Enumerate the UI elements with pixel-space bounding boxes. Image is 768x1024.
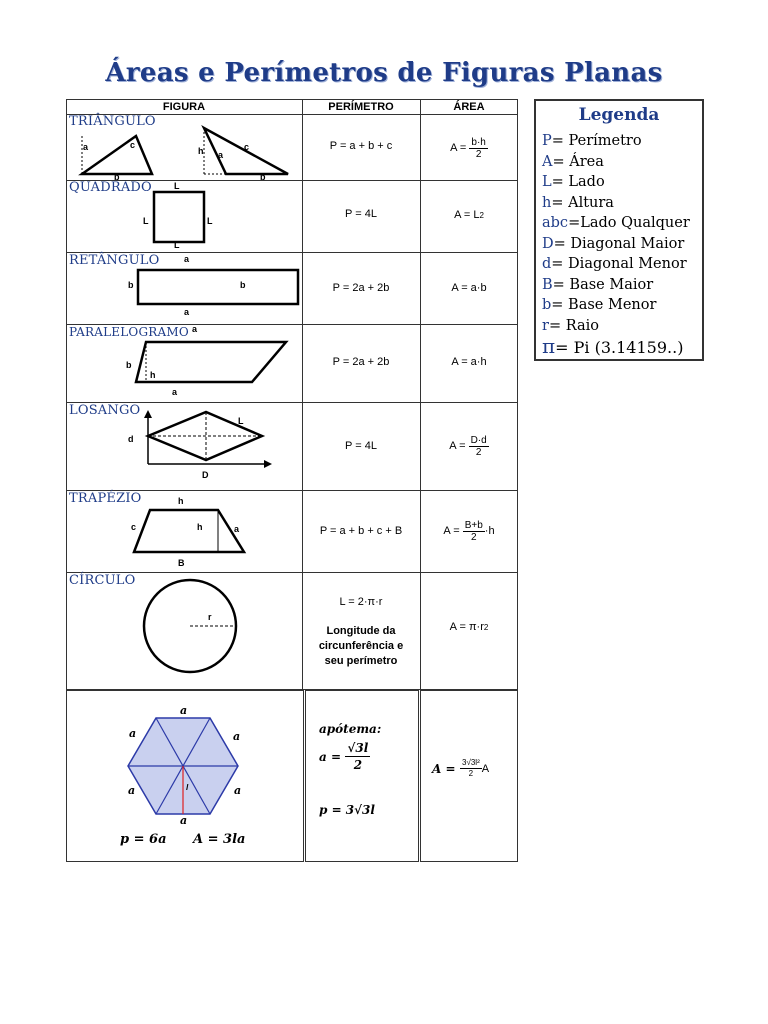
fraction-numerator: b·h bbox=[471, 136, 486, 148]
legend-text: =Lado Qualquer bbox=[568, 215, 690, 231]
perimeter-circulo: L = 2·π·r bbox=[339, 596, 383, 608]
legend-item bbox=[542, 172, 605, 192]
legend-key: h bbox=[542, 194, 552, 211]
circle-drawing bbox=[66, 572, 302, 690]
fraction-denominator: 2 bbox=[468, 769, 474, 778]
hexagon-perimeter-box bbox=[305, 690, 419, 862]
legend-text: = Raio bbox=[548, 317, 599, 334]
figure-name-triangulo: TRIÂNGULO bbox=[69, 114, 156, 129]
legend-text: = Lado bbox=[551, 174, 605, 190]
legend-item bbox=[542, 254, 687, 274]
legend-text: = Base Menor bbox=[551, 297, 657, 313]
area-prefix: A = bbox=[443, 525, 460, 537]
area-fraction bbox=[463, 520, 485, 543]
perimeter-triangulo: P = a + b + c bbox=[329, 140, 393, 152]
trapezoid-label-h: h bbox=[178, 496, 184, 506]
fraction-numerator: D·d bbox=[470, 434, 487, 446]
parallelogram-label-h: h bbox=[150, 370, 156, 380]
legend-item bbox=[542, 295, 656, 315]
legend-key: L bbox=[542, 174, 552, 190]
parallelogram-label-bottom: a bbox=[172, 387, 178, 397]
rectangle-label-top: a bbox=[184, 254, 190, 264]
figure-name-losango: LOSANGO bbox=[69, 403, 141, 418]
legend-item bbox=[542, 316, 599, 336]
hex-label-top: a bbox=[180, 704, 188, 717]
legend-key: abc bbox=[542, 215, 569, 231]
fraction-numerator: √3l bbox=[347, 741, 369, 755]
triangle-drawing bbox=[66, 114, 302, 180]
legend-key: π bbox=[542, 334, 556, 358]
rhombus-label-L: L bbox=[238, 416, 244, 426]
legend-key: A bbox=[542, 153, 553, 170]
legend-key: P bbox=[542, 133, 552, 149]
area-suffix: A bbox=[481, 762, 490, 775]
triangle-right-shape bbox=[82, 136, 152, 174]
perimeter-paralelogramo: P = 2a + 2b bbox=[332, 356, 390, 368]
figure-name-retangulo: RETÂNGULO bbox=[69, 253, 160, 268]
figure-name-trapezio: TRAPÉZIO bbox=[69, 491, 142, 506]
rectangle-label-bottom: a bbox=[184, 307, 190, 317]
perimeter-retangulo: P = 2a + 2b bbox=[332, 282, 390, 294]
parallelogram-label-b: b bbox=[126, 360, 132, 370]
header-area: ÁREA bbox=[453, 101, 485, 113]
fraction-denominator: 2 bbox=[475, 446, 482, 458]
area-prefix: A = bbox=[450, 142, 467, 154]
fraction-numerator: 3√3l² bbox=[462, 758, 480, 767]
parallelogram-drawing bbox=[66, 324, 302, 402]
rhombus-label-D: D bbox=[202, 470, 209, 480]
perimeter-quadrado: P = 4L bbox=[345, 208, 377, 220]
triangle-label-b: b bbox=[114, 172, 120, 182]
area-losango bbox=[420, 430, 518, 462]
hex-perimeter-formula-alt: p = 3√3l bbox=[319, 803, 375, 817]
legend-item bbox=[542, 152, 604, 172]
legend-item bbox=[542, 213, 690, 233]
figure-name-circulo: CÍRCULO bbox=[69, 573, 136, 588]
legend-item bbox=[542, 336, 683, 358]
legend-key: r bbox=[542, 317, 549, 334]
arrow-head bbox=[144, 410, 152, 418]
area-trapezio bbox=[420, 515, 518, 547]
area-exponent: 2 bbox=[479, 210, 484, 220]
apotema-lhs: a = bbox=[319, 749, 342, 764]
perimeter-note-circulo: Longitude da circunferência e seu perímetro bbox=[318, 625, 404, 667]
legend-key: D bbox=[542, 235, 554, 252]
perimeter-losango: P = 4L bbox=[345, 440, 377, 452]
parallelogram-label-top: a bbox=[192, 324, 198, 334]
fraction-denominator: 2 bbox=[470, 531, 477, 543]
triangle2-label-b: b bbox=[260, 172, 266, 182]
rectangle-label-right: b bbox=[240, 280, 246, 290]
square-label-right: L bbox=[207, 216, 213, 226]
legend-item bbox=[542, 234, 684, 254]
area-prefix: A = bbox=[449, 440, 466, 452]
legend-box bbox=[534, 99, 704, 361]
square-label-top: L bbox=[174, 181, 180, 191]
legend-text: = Diagonal Menor bbox=[551, 256, 687, 272]
triangle-label-h: h bbox=[198, 146, 204, 156]
rectangle-shape bbox=[138, 270, 298, 304]
hex-label-bottom: a bbox=[180, 814, 188, 827]
perimeter-trapezio: P = a + b + c + B bbox=[319, 525, 403, 537]
rhombus-label-d: d bbox=[128, 434, 134, 444]
hex-label-lower-right: a bbox=[234, 784, 242, 797]
rectangle-label-left: b bbox=[128, 280, 134, 290]
legend-item bbox=[542, 193, 614, 213]
legend-text: = Base Maior bbox=[552, 276, 654, 293]
area-triangulo bbox=[420, 132, 518, 164]
apotema-label: apótema: bbox=[319, 722, 382, 736]
figure-name-paralelogramo: PARALELOGRAMO bbox=[69, 325, 189, 339]
trapezoid-label-c: c bbox=[131, 522, 137, 532]
hex-perimeter-formula: p = 6a bbox=[120, 832, 167, 847]
square-drawing bbox=[66, 180, 302, 252]
area-fraction bbox=[469, 137, 487, 160]
hex-label-l: l bbox=[186, 783, 189, 792]
area-fraction bbox=[469, 435, 489, 458]
page-title: Áreas e Perímetros de Figuras Planas bbox=[105, 58, 663, 88]
area-text: A = π·r bbox=[449, 621, 484, 633]
triangle-label-a: a bbox=[83, 142, 89, 152]
apotema-fraction bbox=[345, 740, 370, 773]
hex-label-upper-right: a bbox=[233, 730, 241, 743]
fraction-denominator: 2 bbox=[475, 148, 482, 160]
trapezoid-label-a: a bbox=[234, 524, 240, 534]
area-paralelogramo: A = a·h bbox=[451, 356, 487, 368]
area-exponent: 2 bbox=[483, 622, 489, 632]
fraction-numerator: B+b bbox=[464, 519, 483, 531]
circle-label-r: r bbox=[208, 612, 212, 622]
area-circulo bbox=[420, 616, 518, 638]
apotema-formula bbox=[319, 740, 370, 773]
rhombus-drawing bbox=[66, 402, 302, 490]
legend-key: B bbox=[542, 276, 553, 293]
legend-key: b bbox=[542, 297, 552, 313]
hex-label-lower-left: a bbox=[128, 784, 136, 797]
area-lhs: A = bbox=[432, 761, 456, 776]
trapezoid-shape bbox=[134, 510, 244, 552]
header-perimetro: PERÍMETRO bbox=[328, 101, 394, 113]
fraction-denominator: 2 bbox=[353, 758, 363, 772]
legend-text: = Pi (3.14159..) bbox=[555, 338, 684, 357]
legend-text: = Perímetro bbox=[551, 133, 642, 149]
legend-key: d bbox=[542, 256, 552, 272]
legend-title: Legenda bbox=[578, 105, 660, 125]
header-figura: FIGURA bbox=[162, 101, 206, 113]
arrow-head bbox=[264, 460, 272, 468]
hex-area-formula: A = 3la bbox=[193, 832, 246, 847]
trapezoid-label-h-inner: h bbox=[197, 522, 203, 532]
legend-text: = Diagonal Maior bbox=[553, 235, 685, 252]
parallelogram-shape bbox=[136, 342, 286, 382]
legend-item bbox=[542, 131, 642, 151]
hex-area-formula-alt bbox=[432, 758, 489, 779]
legend-item bbox=[542, 275, 653, 295]
legend-text: = Área bbox=[552, 153, 604, 170]
legend-text: = Altura bbox=[551, 194, 614, 211]
hex-label-upper-left: a bbox=[129, 727, 137, 740]
area-retangulo: A = a·b bbox=[451, 282, 487, 294]
area-text: A = L bbox=[454, 209, 480, 221]
area-fraction bbox=[460, 758, 482, 779]
area-suffix: ·h bbox=[484, 525, 495, 537]
trapezoid-label-B: B bbox=[178, 558, 185, 568]
triangle2-label-a: a bbox=[218, 150, 224, 160]
square-label-left: L bbox=[143, 216, 149, 226]
figure-name-quadrado: QUADRADO bbox=[69, 180, 152, 195]
area-quadrado bbox=[420, 204, 518, 226]
column-divider bbox=[420, 99, 421, 690]
triangle2-label-c: c bbox=[244, 142, 250, 152]
square-shape bbox=[154, 192, 204, 242]
triangle-label-c: c bbox=[130, 140, 136, 150]
square-label-bottom: L bbox=[174, 240, 180, 250]
